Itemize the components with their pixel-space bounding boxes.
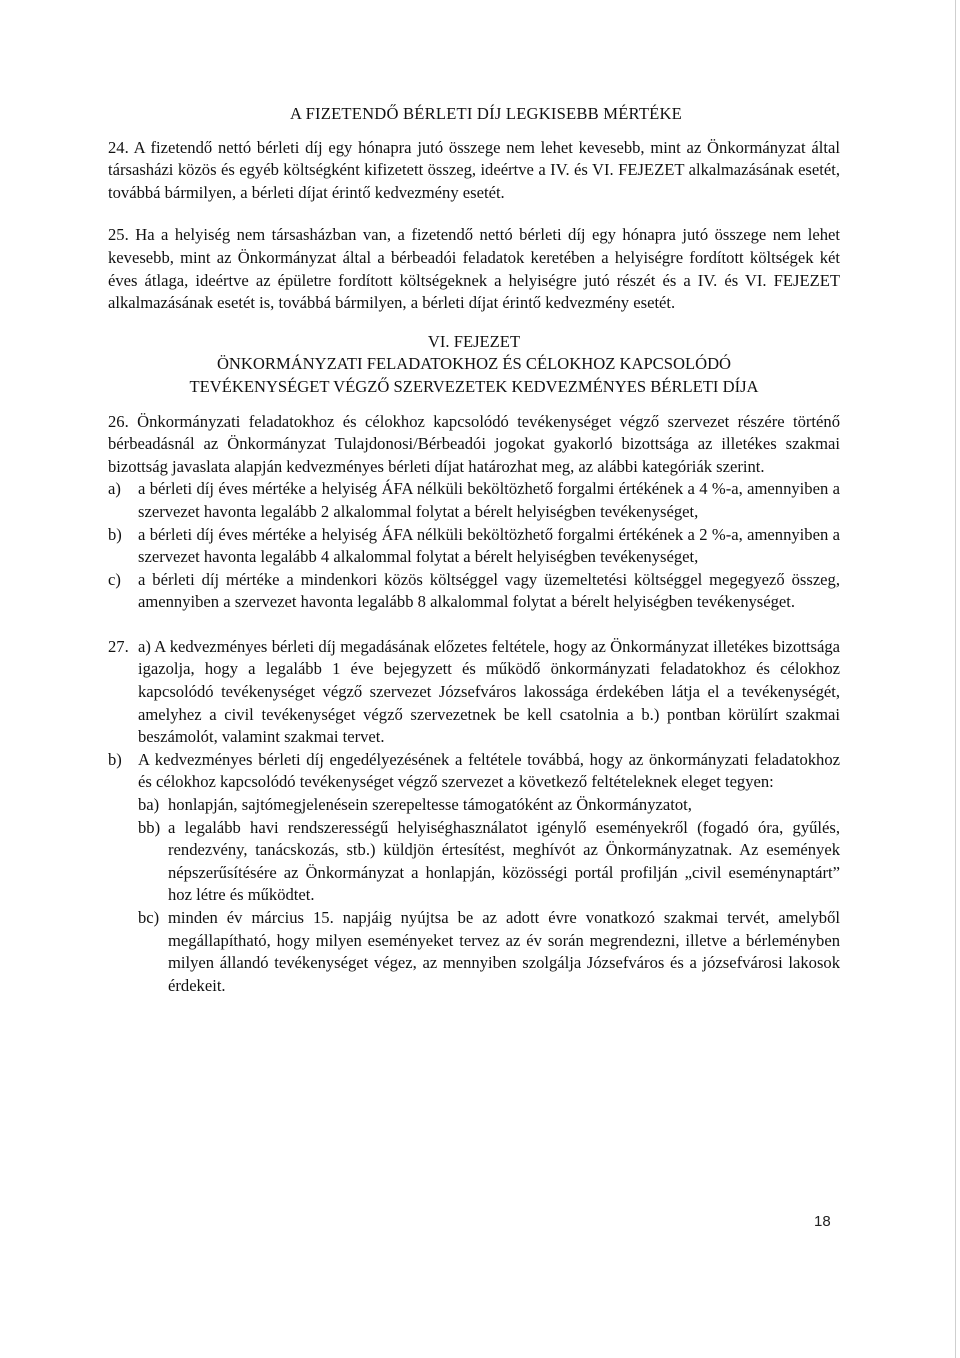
list-item-marker: b) (108, 524, 122, 544)
paragraph-25: 25. Ha a helyiség nem társasházban van, a fizetendő nettó bérleti díj egy hónapra jutó összege nem lehet kevesebb, mint az Önkormányzat által a bérbeadói feladatok keretében a helyiségre fordított költségek két éves átlaga, ideértve az épületre fordított költségeknek a helyiségre jutó részét és a IV. és VI. FEJEZET alkalmazásának esetét is, továbbá bármilyen, a bérleti díjat érintő kedvezmény esetét. (108, 225, 840, 313)
document-body (108, 103, 840, 997)
list-item-marker: bc) (138, 908, 160, 927)
list-item (138, 794, 840, 817)
scan-edge-line (955, 0, 956, 1358)
paragraph-26-list (108, 478, 840, 614)
list-item-marker: a) (108, 479, 121, 499)
paragraph-27a (108, 636, 840, 749)
list-item (138, 907, 840, 997)
list-item-text: minden év március 15. napjáig nyújtsa be az adott évre vonatkozó szakmai tervét, amelyből megállapítható, hogy milyen eseményeket tervez az év során megrendezni, illetve a bérleményben milyen állandó tevékenységet végez, az mennyiben szolgálja Józsefváros és a józsefvárosi lakosok érdekeit. (168, 908, 840, 995)
list-item (138, 817, 840, 907)
page-number: 18 (814, 1213, 831, 1230)
list-item-text: a bérleti díj mértéke a mindenkori közös költséggel vagy üzemeltetési költséggel megegyező összeg, amennyiben a szervezet havonta legalább 8 alkalommal folytat a bérelt helyiségben tevékenységet. (138, 569, 840, 612)
paragraph-26: 26. Önkormányzati feladatokhoz és célokhoz kapcsolódó tevékenységet végző szervezet részére történő bérbeadásnál az Önkormányzat Tulajdonosi/Bérbeadói jogokat gyakorló bizottsága az illetékes szakmai bizottság javaslata alapján kedvezményes bérleti díjat határozhat meg, az alábbi kategóriák szerint. (108, 411, 840, 476)
list-item (108, 524, 840, 569)
list-item-text: a legalább havi rendszerességű helyiséghasználatot igénylő eseményekről (fogadó óra, gyűlés, rendezvény, tanácskozás, stb.) küldjön értesítést, meghívót az Önkormányzatnak. Az események népszerűsítésére az Önkormányzat a honlapján, közösségi portál profilján „civil eseménynaptárt” hoz létre és működtet. (168, 817, 840, 905)
paragraph-27b-text: A kedvezményes bérleti díj engedélyezésének a feltétele továbbá, hogy az önkormányzati feladatokhoz és célokhoz kapcsolódó tevékenységet végző szervezet a következő feltételeknek eleget tegyen: (138, 749, 840, 792)
list-item-marker: c) (108, 569, 121, 589)
chapter-number: VI. FEJEZET (427, 331, 521, 351)
list-item-text: honlapján, sajtómegjelenésein szerepeltesse támogatóként az Önkormányzatot, (168, 795, 692, 815)
paragraph-27b-marker: b) (108, 749, 122, 769)
section-heading: A FIZETENDŐ BÉRLETI DÍJ LEGKISEBB MÉRTÉKE (289, 104, 683, 123)
paragraph-27a-text: a) A kedvezményes bérleti díj megadásának előzetes feltétele, hogy az Önkormányzat illetékes bizottsága igazolja, hogy a legalább 1 éve bejegyzett és működő önkormányzati feladatokhoz és célokhoz kapcsolódó tevékenységet végző szervezet Józsefváros lakossága érdekében látja el a tevékenységét, amelyhez a civil tevékenységet végző szervezetnek be kell csatolnia a b.) pontban körülírt szakmai beszámolót, valamint szakmai tervet. (138, 636, 840, 747)
chapter-title-line-1: ÖNKORMÁNYZATI FELADATOKHOZ ÉS CÉLOKHOZ KAPCSOLÓDÓ (216, 354, 732, 374)
list-item-text: a bérleti díj éves mértéke a helyiség ÁFA nélküli beköltözhető forgalmi értékének a 4 %-a, amennyiben a szervezet havonta legalább 2 alkalommal folytat a bérelt helyiségben tevékenységet, (138, 479, 840, 521)
list-item-text: a bérleti díj éves mértéke a helyiség ÁFA nélküli beköltözhető forgalmi értékének a 2 %-a, amennyiben a szervezet havonta legalább 4 alkalommal folytat a bérelt helyiségben tevékenységet, (138, 524, 840, 567)
paragraph-24: 24. A fizetendő nettó bérleti díj egy hónapra jutó összege nem lehet kevesebb, mint az Önkormányzat által társasházi közös és egyéb költségként kifizetett összeg, ideértve a IV. és VI. FEJEZET alkalmazásának esetét, továbbá bármilyen, a bérleti díjat érintő kedvezmény esetét. (108, 137, 840, 202)
chapter-heading (108, 331, 840, 399)
paragraph-27b-list (108, 794, 840, 997)
chapter-title-line-2: TEVÉKENYSÉGET VÉGZŐ SZERVEZETEK KEDVEZMÉNYES BÉRLETI DÍJA (189, 376, 759, 396)
list-item (108, 478, 840, 523)
list-item-marker: ba) (138, 795, 160, 815)
paragraph-27-number: 27. (108, 636, 129, 656)
list-item-marker: bb) (138, 817, 161, 837)
paragraph-27b (108, 749, 840, 794)
list-item (108, 569, 840, 614)
